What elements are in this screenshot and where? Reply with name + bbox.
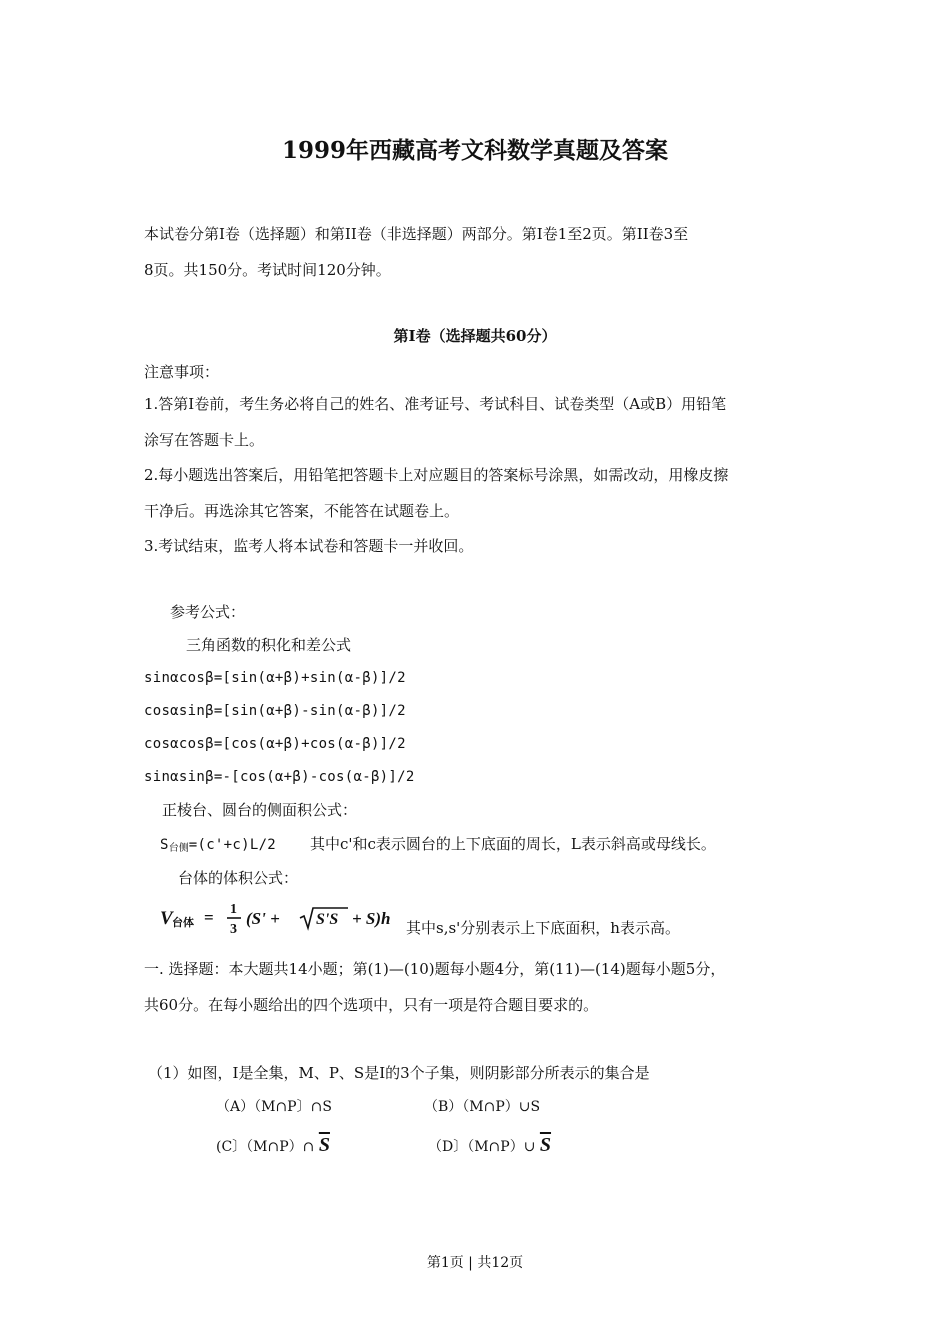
question-1-option-a: （A）（M∩P〕∩S	[216, 1099, 332, 1115]
frustum-subscript: 台侧	[168, 843, 189, 854]
svg-text:V: V	[160, 908, 173, 929]
part1-line-1: 一. 选择题：本大题共14小题；第(1)—(10)题每小题4分，第(11)—(14)题每小题5分，	[144, 960, 726, 978]
trig-formula-2: cosαsinβ=[sin(α+β)-sin(α-β)]/2	[144, 703, 406, 719]
svg-text:1: 1	[230, 902, 237, 917]
frustum-s: S	[160, 837, 169, 853]
page-footer: 第1页 | 共12页	[426, 1255, 524, 1271]
s-complement-c: $\overline{S}$	[318, 1134, 330, 1156]
note-2-line-1: 2.每小题选出答案后，用铅笔把答题卡上对应题目的答案标号涂黑，如需改动，用橡皮擦	[144, 466, 729, 484]
question-1-stem: （1）如图，I是全集，M、P、S是I的3个子集，则阴影部分所表示的集合是	[148, 1064, 650, 1082]
trig-formula-3: cosαcosβ=[cos(α+β)+cos(α-β)]/2	[144, 736, 406, 752]
svg-text:3: 3	[230, 922, 237, 937]
trig-formula-1: sinαcosβ=[sin(α+β)+sin(α-β)]/2	[144, 670, 406, 686]
trig-heading: 三角函数的积化和差公式	[186, 636, 352, 654]
svg-text:=: =	[204, 908, 214, 927]
question-1-option-b: （B）（M∩P）∪S	[424, 1099, 541, 1115]
frustum-description: 其中c'和c表示圆台的上下底面的周长，L表示斜高或母线长。	[310, 835, 716, 853]
svg-text:台体: 台体	[172, 917, 194, 929]
option-d-text: （D〕（M∩P）∪	[428, 1139, 536, 1155]
frustum-expression: =(c'+c)L/2	[188, 837, 277, 853]
svg-text:S'S: S'S	[316, 911, 339, 928]
svg-text:(S' +: (S' +	[246, 909, 280, 928]
intro-line-2: 8页。共150分。考试时间120分钟。	[144, 261, 391, 279]
intro-line-1: 本试卷分第Ⅰ卷（选择题）和第II卷（非选择题）两部分。第Ⅰ卷1至2页。第II卷3至	[144, 225, 689, 243]
frustum-volume-formula-image	[160, 898, 406, 938]
volume-description: 其中s,s'分别表示上下底面积，h表示高。	[406, 919, 680, 937]
svg-text:+ S)h: + S)h	[352, 909, 391, 928]
note-2-line-2: 干净后。再选涂其它答案，不能答在试题卷上。	[144, 502, 460, 520]
note-1-line-2: 涂写在答题卡上。	[144, 431, 265, 449]
volume-heading: 台体的体积公式：	[178, 869, 299, 887]
part1-line-2: 共60分。在每小题给出的四个选项中，只有一项是符合题目要求的。	[144, 996, 599, 1014]
page-title: 1999年西藏高考文科数学真题及答案	[281, 137, 668, 164]
trig-formula-4: sinαsinβ=-[cos(α+β)-cos(α-β)]/2	[144, 769, 415, 785]
frustum-heading: 正棱台、圆台的侧面积公式：	[162, 801, 358, 819]
formulas-heading: 参考公式：	[170, 603, 246, 621]
question-1-option-d	[428, 1135, 551, 1157]
s-complement-d: $\overline{S}$	[539, 1134, 552, 1156]
frustum-formula	[160, 834, 276, 859]
note-1-line-1: 1.答第Ⅰ卷前，考生务必将自己的姓名、准考证号、考试科目、试卷类型（A或B）用铅笔	[144, 395, 727, 413]
question-1-option-c	[216, 1135, 330, 1157]
note-3: 3.考试结束，监考人将本试卷和答题卡一并收回。	[144, 537, 474, 555]
option-c-text: (C〕（M∩P）∩	[216, 1139, 315, 1155]
section-title: 第Ⅰ卷（选择题共60分）	[393, 327, 557, 345]
notes-heading: 注意事项：	[144, 363, 220, 381]
